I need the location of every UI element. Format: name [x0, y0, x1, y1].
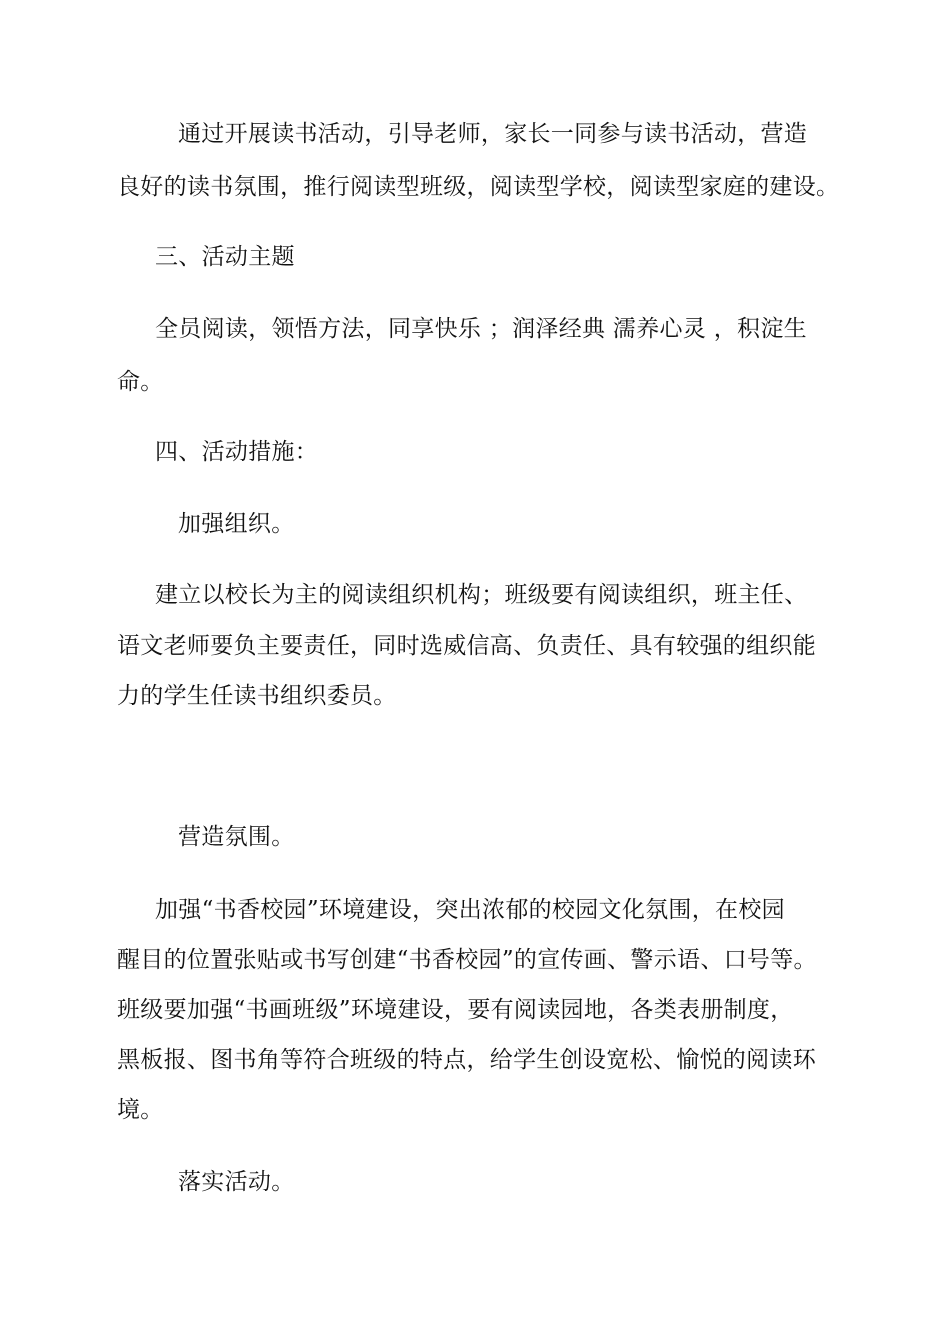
paragraph-4-line-2: 醒目的位置张贴或书写创建“书香校园”的宣传画、警示语、口号等。 — [117, 947, 817, 973]
paragraph-4-line-5: 境。 — [117, 1097, 164, 1123]
paragraph-1-line-1: 通过开展读书活动，引导老师，家长一同参与读书活动，营造 — [178, 121, 808, 147]
section-heading-theme: 三、活动主题 — [155, 244, 295, 270]
paragraph-3-line-3: 力的学生任读书组织委员。 — [117, 683, 397, 709]
subheading-organization: 加强组织。 — [178, 511, 295, 537]
paragraph-2-line-2: 命。 — [117, 369, 164, 395]
paragraph-4-line-4: 黑板报、图书角等符合班级的特点，给学生创设宽松、愉悦的阅读环 — [117, 1047, 816, 1073]
paragraph-1-line-2: 良好的读书氛围，推行阅读型班级，阅读型学校，阅读型家庭的建设。 — [117, 174, 840, 200]
paragraph-4-line-1: 加强“书香校园”环境建设，突出浓郁的校园文化氛围，在校园 — [155, 897, 785, 923]
paragraph-3-line-2: 语文老师要负主要责任，同时选威信高、负责任、具有较强的组织能 — [117, 633, 816, 659]
subheading-implementation: 落实活动。 — [178, 1169, 295, 1195]
subheading-atmosphere: 营造氛围。 — [178, 824, 295, 850]
paragraph-3-line-1: 建立以校长为主的阅读组织机构；班级要有阅读组织，班主任、 — [155, 582, 808, 608]
paragraph-2-line-1: 全员阅读，领悟方法，同享快乐 ；润泽经典 濡养心灵 ，积淀生 — [155, 316, 807, 342]
paragraph-4-line-3: 班级要加强“书画班级”环境建设，要有阅读园地，各类表册制度， — [117, 997, 794, 1023]
section-heading-measures: 四、活动措施： — [155, 439, 319, 465]
